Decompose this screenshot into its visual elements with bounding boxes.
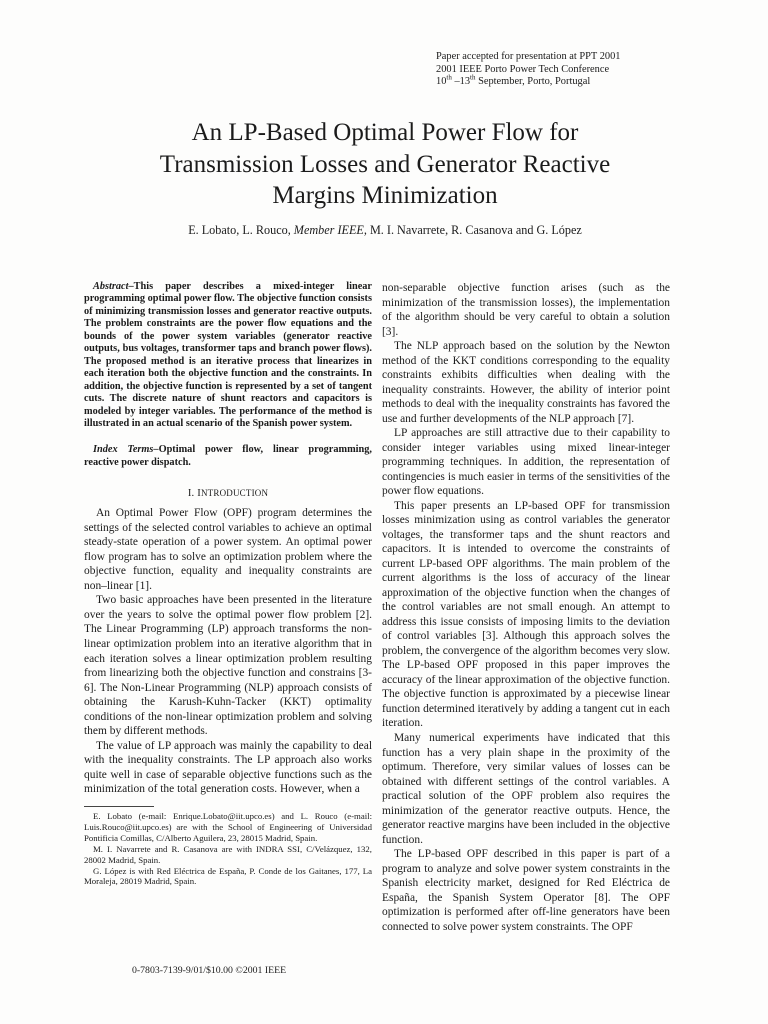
- index-terms: [84, 444, 372, 469]
- footnote-separator: [84, 806, 154, 807]
- index-terms-text: –Optimal power flow, linear programming, reactive power dispatch.: [84, 444, 372, 468]
- right-column: [382, 281, 670, 934]
- member-ieee: Member IEEE,: [293, 223, 367, 237]
- left-column: [84, 281, 372, 797]
- body-paragraph: The value of LP approach was mainly the capability to deal with the inequality constraints. The LP approach also works quite well in case of separable objective functions such as the minimization of the total generation costs. However, when a: [84, 739, 372, 796]
- paper-title: [60, 117, 710, 212]
- acceptance-note: [436, 51, 736, 89]
- body-paragraph: The LP-based OPF described in this paper is part of a program to analyze and solve power system constraints in the Spanish electricity market, designed for Red Eléctrica de España, the Spanish System Operator [8]. The OPF optimization is performed after off-line generators have been connected to solve power system constraints. The OPF: [382, 848, 670, 933]
- footnote: G. López is with Red Eléctrica de España, P. Conde de los Gaitanes, 177, La Moraleja, 28019 Madrid, Spain.: [84, 865, 372, 887]
- body-paragraph: Many numerical experiments have indicated that this function has a very plain shape in the proximity of the optimum. Therefore, very similar values of losses can be obtained with different settings of the control variables. A practical solution of the OPF problem also requires the minimization of the generator reactive outputs. Hence, the generator reactive margins have been included in the objective function.: [382, 731, 670, 846]
- title-line-3: Margins Minimization: [272, 182, 498, 209]
- section-heading-introduction: I. INTRODUCTION: [187, 488, 269, 500]
- acceptance-line-2: 2001 IEEE Porto Power Tech Conference: [436, 63, 610, 75]
- footnote: E. Lobato (e-mail: Enrique.Lobato@iit.upco.es) and L. Rouco (e-mail: Luis.Rouco@iit.upco.es) are with the School of Engineering of Universidad Pontificia Comillas, C/Alberto Aguilera, 23, 28015 Madrid, Spain.: [84, 811, 372, 843]
- abstract-label: Abstract: [93, 281, 129, 292]
- body-paragraph: The NLP approach based on the solution by the Newton method of the KKT conditions corresponding to the equality constraints exhibits difficulties when dealing with the inequality constraints. However, the ability of interior point methods to deal with the inequality constraints has favored the use and further developments of the NLP approach [7].: [382, 340, 670, 425]
- author-list: E. Lobato, L. Rouco, Member IEEE, M. I. Navarrete, R. Casanova and G. López: [188, 223, 582, 237]
- footnotes: [84, 811, 372, 887]
- title-line-1: An LP-Based Optimal Power Flow for: [191, 119, 579, 146]
- acceptance-line-3: 10th –13th September, Porto, Portugal: [436, 73, 591, 88]
- acceptance-line-1: Paper accepted for presentation at PPT 2001: [436, 51, 621, 62]
- abstract: [84, 281, 372, 430]
- title-line-2: Transmission Losses and Generator Reactive: [159, 150, 611, 178]
- body-paragraph: Two basic approaches have been presented in the literature over the years to solve the optimal power flow problem [2]. The Linear Programming (LP) approach transforms the non-linear optimization problem into an iterative algorithm that in each iteration solves a linear optimization problem resulting from linearizing both the objective function and constrains [3-6]. The Non-Linear Programming (NLP) approach consists of obtaining the Karush-Kuhn-Tacker (KKT) optimality conditions of the non-linear optimization problem and solving them by different methods.: [84, 594, 372, 738]
- index-terms-label: Index Terms: [93, 444, 154, 456]
- body-paragraph: This paper presents an LP-based OPF for transmission losses minimization using as control variables the generator voltages, the transformer taps and the shunt reactors and capacitors. It is intended to overcome the constraints of current LP-based OPF algorithms. The main problem of the current algorithms is the loss of accuracy of the linear approximation of the objective function when the changes of the control variables are not small enough. An attempt to address this issue consists of imposing limits to the deviation of control variables [3]. Although this approach solves the problem, the convergence of the algorithm becomes very slow. The LP-based OPF proposed in this paper improves the accuracy of the linear approximation of the objective function. The objective function is approximated by a piecewise linear function determined iteratively by adding a tangent cut in each iteration.: [382, 499, 670, 730]
- abstract-text: –This paper describes a mixed-integer linear programming optimal power flow. The objective function consists of minimizing transmission losses and generator reactive outputs. The problem constraints are the power flow equations and the bounds of the power system variables (generator reactive outputs, bus voltages, transformer taps and branch power flows). The proposed method is an iterative process that linearizes in each iteration both the objective function and the constraints. In addition, the objective function is represented by a set of tangent cuts. The discrete nature of shunt reactors and capacitors is modeled by integer variables. The performance of the method is illustrated in an actual scenario of the Spanish power system.: [84, 281, 372, 429]
- footnote: M. I. Navarrete and R. Casanova are with INDRA SSI, C/Velázquez, 132, 28002 Madrid, Spain.: [84, 843, 372, 865]
- body-paragraph: LP approaches are still attractive due to their capability to consider integer variables using mixed linear-integer programming techniques. In addition, the representation of contingencies is much easier in terms of the sensitivities of the power flow equations.: [382, 427, 670, 498]
- copyright-line: 0-7803-7139-9/01/$10.00 ©2001 IEEE: [132, 965, 287, 976]
- body-paragraph: An Optimal Power Flow (OPF) program determines the settings of the selected control variables to achieve an optimal steady-state operation of a power system. An optimal power flow program has to solve an optimization problem where the objective function, equality and inequality constraints are non–linear [1].: [84, 507, 372, 592]
- body-paragraph: non-separable objective function arises (such as the minimization of the transmission losses), the implementation of the algorithm should be very careful to obtain a solution [3].: [382, 282, 670, 338]
